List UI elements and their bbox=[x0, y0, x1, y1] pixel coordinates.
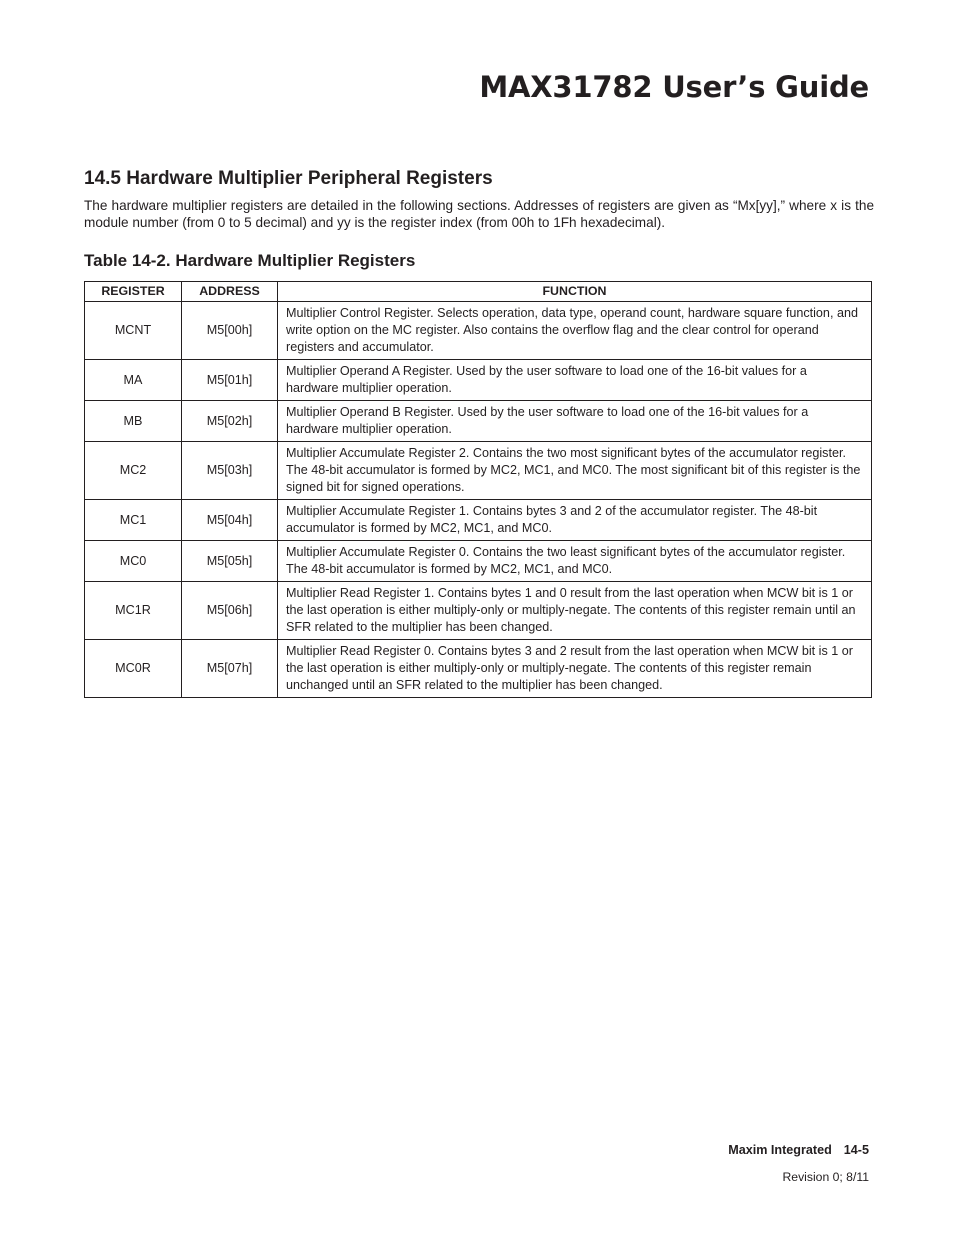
function-cell: Multiplier Control Register. Selects operation, data type, operand count, hardware square function, and write option on the MC register. Also contains the overflow flag and the clear control for operand registers and accumulator. bbox=[278, 302, 872, 360]
function-cell: Multiplier Read Register 1. Contains bytes 1 and 0 result from the last operation when MCW bit is 1 or the last operation is either multiply-only or multiply-negate. The contents of this register remain until an SFR related to the multiplier has been changed. bbox=[278, 582, 872, 640]
page-number: 14-5 bbox=[843, 1143, 869, 1157]
table-row bbox=[85, 541, 872, 582]
document-title: MAX31782 User’s Guide bbox=[479, 70, 869, 104]
register-table bbox=[84, 281, 872, 698]
column-header-register: REGISTER bbox=[85, 282, 182, 302]
address-cell: M5[00h] bbox=[182, 302, 278, 360]
table-row bbox=[85, 302, 872, 360]
company-name: Maxim Integrated bbox=[728, 1143, 832, 1157]
address-cell: M5[07h] bbox=[182, 640, 278, 698]
table-caption: Table 14-2. Hardware Multiplier Registers bbox=[84, 251, 416, 270]
address-cell: M5[01h] bbox=[182, 360, 278, 401]
address-cell: M5[03h] bbox=[182, 442, 278, 500]
function-cell: Multiplier Read Register 0. Contains bytes 3 and 2 result from the last operation when MCW bit is 1 or the last operation is either multiply-only or multiply-negate. The contents of this register remain unchanged until an SFR related to the multiplier has been changed. bbox=[278, 640, 872, 698]
revision-label: Revision 0; 8/11 bbox=[782, 1170, 869, 1184]
section-heading: 14.5 Hardware Multiplier Peripheral Registers bbox=[84, 168, 493, 189]
table-row bbox=[85, 500, 872, 541]
function-cell: Multiplier Accumulate Register 0. Contains the two least significant bytes of the accumulator register. The 48-bit accumulator is formed by MC2, MC1, and MC0. bbox=[278, 541, 872, 582]
address-cell: M5[02h] bbox=[182, 401, 278, 442]
address-cell: M5[06h] bbox=[182, 582, 278, 640]
table-row bbox=[85, 582, 872, 640]
function-cell: Multiplier Operand B Register. Used by the user software to load one of the 16-bit values for a hardware multiplier operation. bbox=[278, 401, 872, 442]
address-cell: M5[05h] bbox=[182, 541, 278, 582]
register-cell: MB bbox=[85, 401, 182, 442]
column-header-function: FUNCTION bbox=[278, 282, 872, 302]
table-header-row bbox=[85, 282, 872, 302]
function-cell: Multiplier Operand A Register. Used by the user software to load one of the 16-bit values for a hardware multiplier operation. bbox=[278, 360, 872, 401]
register-cell: MCNT bbox=[85, 302, 182, 360]
register-cell: MC1R bbox=[85, 582, 182, 640]
column-header-address: ADDRESS bbox=[182, 282, 278, 302]
section-intro: The hardware multiplier registers are detailed in the following sections. Addresses of registers are given as “Mx[yy],” where x is the module number (from 0 to 5 decimal) and yy is the register index (from 00h to 1Fh hexadecimal). bbox=[84, 198, 874, 230]
table-row bbox=[85, 360, 872, 401]
register-cell: MC0R bbox=[85, 640, 182, 698]
register-cell: MC1 bbox=[85, 500, 182, 541]
page-footer bbox=[728, 1143, 869, 1157]
register-cell: MC0 bbox=[85, 541, 182, 582]
register-cell: MC2 bbox=[85, 442, 182, 500]
function-cell: Multiplier Accumulate Register 2. Contains the two most significant bytes of the accumulator register. The 48-bit accumulator is formed by MC2, MC1, and MC0. The most significant bit of this register is the signed bit for signed operations. bbox=[278, 442, 872, 500]
table-row bbox=[85, 442, 872, 500]
register-cell: MA bbox=[85, 360, 182, 401]
table-row bbox=[85, 401, 872, 442]
function-cell: Multiplier Accumulate Register 1. Contains bytes 3 and 2 of the accumulator register. The 48-bit accumulator is formed by MC2, MC1, and MC0. bbox=[278, 500, 872, 541]
table-row bbox=[85, 640, 872, 698]
address-cell: M5[04h] bbox=[182, 500, 278, 541]
